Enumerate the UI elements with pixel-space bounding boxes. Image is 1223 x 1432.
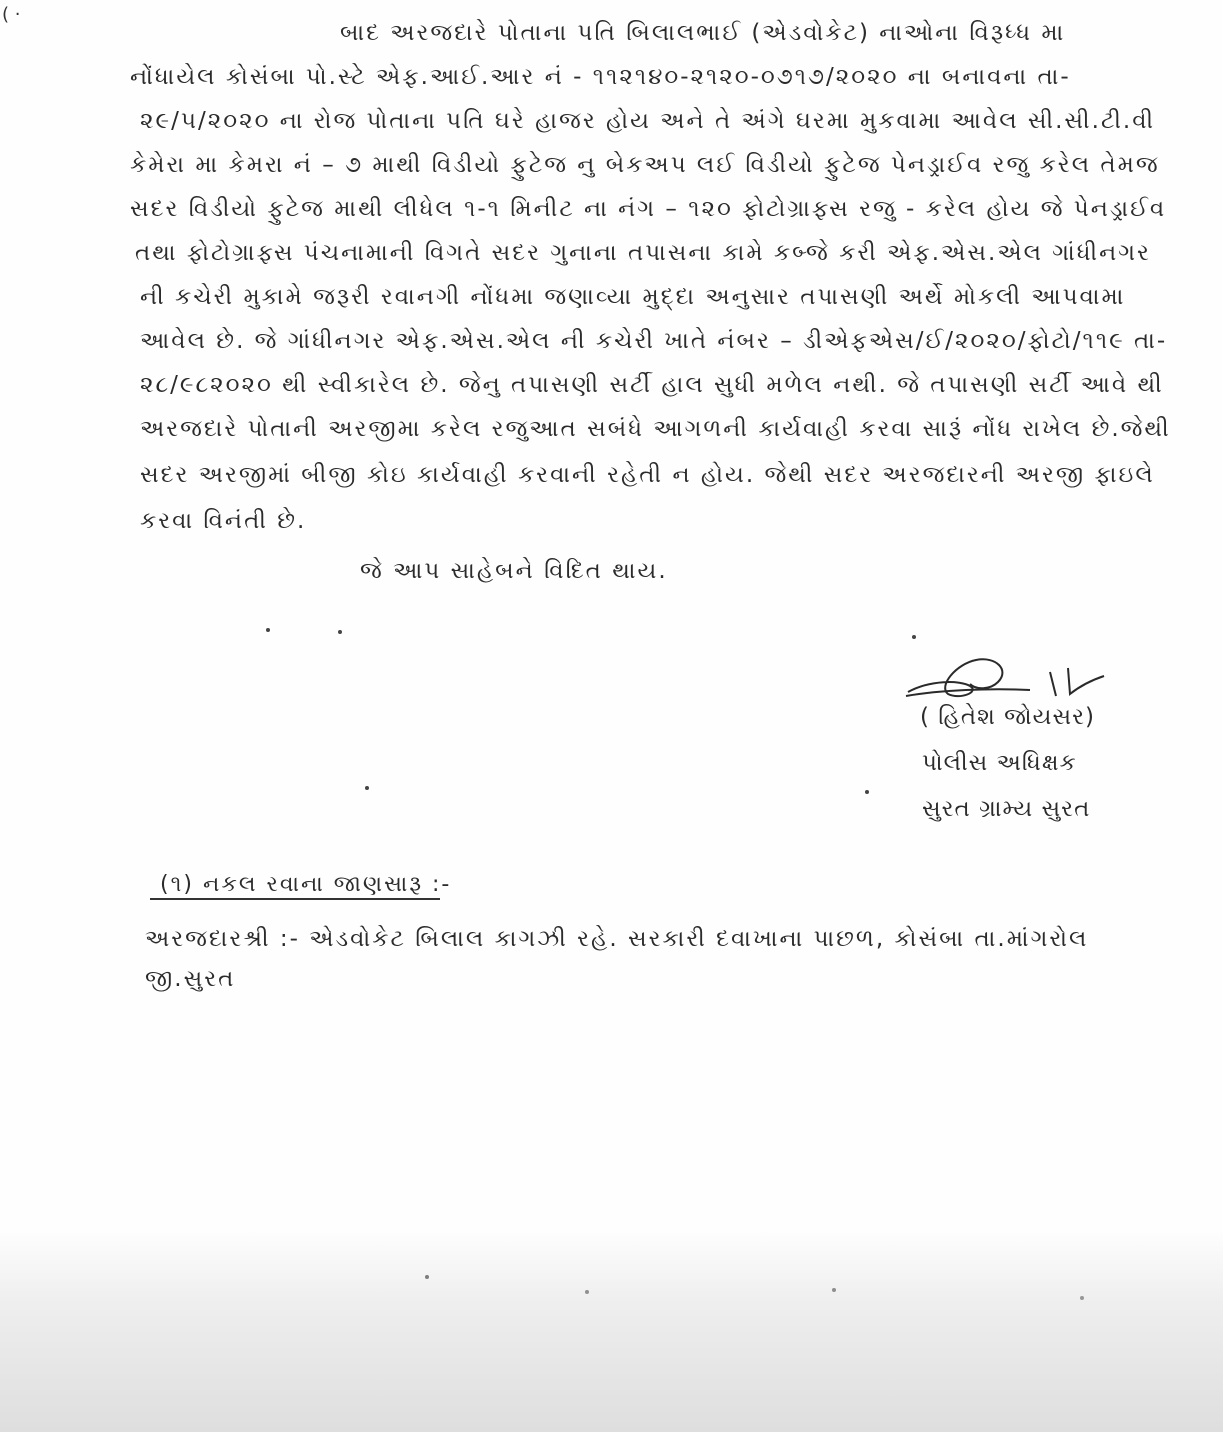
body-line-7: ની કચેરી મુકામે જરૂરી રવાનગી નોંધમા જણાવ્યા મુદ્દા અનુસાર તપાસણી અર્થે મોકલી આપવામા — [140, 284, 1126, 310]
page-bottom-shadow — [0, 1230, 1223, 1432]
body-line-2: નોંધાયેલ કોસંબા પો.સ્ટે એફ.આઈ.આર નં - ૧૧૨૧૪૦-૨૧૨૦-૦૭૧૭/૨૦૨૦ ના બનાવના તા- — [130, 64, 1071, 90]
body-line-9: ૨૮/૯૮૨૦૨૦ થી સ્વીકારેલ છે. જેનુ તપાસણી સર્ટી હાલ સુધી મળેલ નથી. જે તપાસણી સર્ટી આવે થી — [140, 372, 1164, 398]
recipient-line-1: અરજદારશ્રી :- એડવોકેટ બિલાલ કાગઝી રહે. સરકારી દવાખાના પાછળ, કોસંબા તા.માંગરોલ — [145, 926, 1089, 952]
body-line-6: તથા ફોટોગ્રાફ્સ પંચનામાની વિગતે સદર ગુનાના તપાસના કામે કબ્જે કરી એફ.એસ.એલ ગાંધીનગર — [135, 240, 1151, 266]
body-line-4: કેમેરા મા કેમરા નં – ૭ માથી વિડીયો ફુટેજ નુ બેકઅપ લઈ વિડીયો ફુટેજ પેનડ્રાઈવ રજુ કરેલ તેમજ — [130, 152, 1160, 178]
copy-heading: (૧) નકલ રવાના જાણસારૂ :- — [160, 872, 452, 897]
signatory-office: સુરત ગ્રામ્ય સુરત — [922, 796, 1091, 822]
body-line-12: કરવા વિનંતી છે. — [140, 508, 307, 534]
recipient-line-2: જી.સુરત — [145, 966, 236, 992]
body-line-3: ૨૯/૫/૨૦૨૦ ના રોજ પોતાના પતિ ઘરે હાજર હોય અને તે અંગે ઘરમા મુકવામા આવેલ સી.સી.ટી.વી — [140, 108, 1156, 134]
speck — [865, 790, 869, 794]
closing-line: જે આપ સાહેબને વિદિત થાય. — [360, 558, 668, 584]
speck — [266, 628, 270, 632]
signatory-name: ( હિતેશ જોયસર) — [920, 704, 1095, 730]
body-line-8: આવેલ છે. જે ગાંધીનગર એફ.એસ.એલ ની કચેરી ખાતે નંબર – ડીએફએસ/ઈ/૨૦૨૦/ફોટો/૧૧૯ તા- — [140, 328, 1168, 354]
signatory-designation: પોલીસ અધિક્ષક — [922, 750, 1077, 776]
speck — [912, 635, 916, 639]
signature-block — [900, 650, 1160, 830]
body-line-1: બાદ અરજદારે પોતાના પતિ બિલાલભાઈ (એડવોકેટ) નાઓના વિરૂધ્ધ મા — [340, 20, 1066, 46]
body-line-10: અરજદારે પોતાની અરજીમા કરેલ રજુઆત સબંધે આગળની કાર્યવાહી કરવા સારૂં નોંધ રાખેલ છે.જેથી — [140, 416, 1171, 442]
speck — [338, 630, 342, 634]
speck — [365, 786, 369, 790]
copy-heading-underline — [150, 898, 440, 900]
corner-mark: ( · — [2, 4, 21, 25]
body-line-5: સદર વિડીયો ફુટેજ માથી લીધેલ ૧-૧ મિનીટ ના નંગ – ૧૨૦ ફોટોગ્રાફ્સ રજુ - કરેલ હોય જે પેનડ્રાઈવ — [130, 196, 1167, 222]
body-line-11: સદર અરજીમાં બીજી કોઇ કાર્યવાહી કરવાની રહેતી ન હોય. જેથી સદર અરજદારની અરજી ફાઇલે — [140, 462, 1155, 488]
